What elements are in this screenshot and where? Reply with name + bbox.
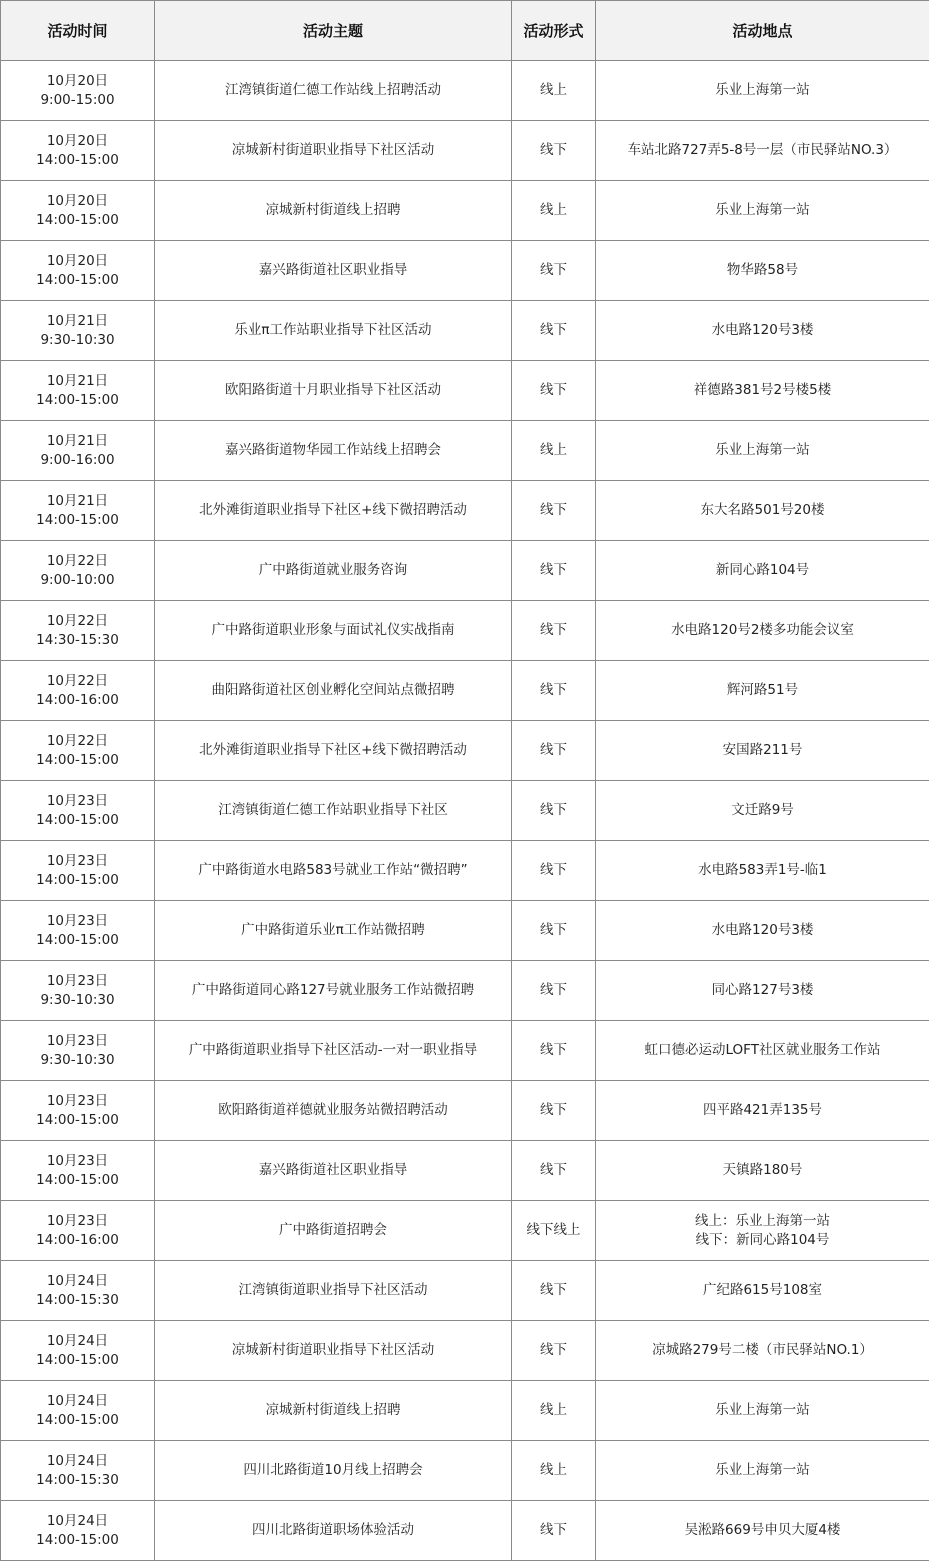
table-row — [1, 661, 929, 721]
cell-form: 线下 — [512, 1081, 596, 1141]
table-row — [1, 1501, 929, 1561]
place-line: 乐业上海第一站 — [715, 442, 810, 458]
time-range-text: 14:00-15:00 — [36, 871, 119, 888]
time-range-text: 14:00-15:00 — [36, 931, 119, 948]
cell-topic: 江湾镇街道仁德工作站线上招聘活动 — [155, 61, 512, 121]
table-row — [1, 1081, 929, 1141]
cell-time — [1, 121, 155, 181]
cell-time — [1, 361, 155, 421]
cell-form: 线下 — [512, 541, 596, 601]
cell-topic: 江湾镇街道仁德工作站职业指导下社区 — [155, 781, 512, 841]
cell-topic: 四川北路街道10月线上招聘会 — [155, 1441, 512, 1501]
table-row — [1, 61, 929, 121]
cell-time — [1, 721, 155, 781]
cell-time — [1, 1021, 155, 1081]
time-range-text: 14:00-15:00 — [36, 1351, 119, 1368]
table-row — [1, 961, 929, 1021]
cell-place — [596, 1261, 929, 1321]
place-line: 同心路127号3楼 — [711, 982, 814, 998]
cell-form: 线下 — [512, 481, 596, 541]
cell-form: 线上 — [512, 1441, 596, 1501]
place-line: 乐业上海第一站 — [715, 1402, 810, 1418]
cell-form: 线下 — [512, 1141, 596, 1201]
time-range-text: 14:00-15:00 — [36, 1171, 119, 1188]
table-row — [1, 361, 929, 421]
header-place: 活动地点 — [596, 1, 929, 61]
cell-time — [1, 1201, 155, 1261]
cell-topic: 凉城新村街道职业指导下社区活动 — [155, 121, 512, 181]
cell-time — [1, 1381, 155, 1441]
table-row — [1, 901, 929, 961]
cell-place — [596, 541, 929, 601]
cell-form: 线下 — [512, 781, 596, 841]
table-row — [1, 1021, 929, 1081]
time-range-text: 9:00-16:00 — [40, 451, 115, 468]
cell-topic: 嘉兴路街道社区职业指导 — [155, 241, 512, 301]
place-line: 水电路120号3楼 — [711, 922, 814, 938]
cell-place — [596, 901, 929, 961]
cell-place — [596, 841, 929, 901]
time-range-text: 14:00-15:00 — [36, 151, 119, 168]
cell-time — [1, 301, 155, 361]
cell-form: 线下线上 — [512, 1201, 596, 1261]
date-text: 10月21日 — [46, 372, 109, 389]
place-line: 乐业上海第一站 — [715, 1462, 810, 1478]
table-row — [1, 781, 929, 841]
time-range-text: 14:00-15:30 — [36, 1471, 119, 1488]
place-line: 东大名路501号20楼 — [700, 502, 825, 518]
table-row — [1, 1381, 929, 1441]
cell-time — [1, 841, 155, 901]
table-row — [1, 1441, 929, 1501]
date-text: 10月20日 — [46, 132, 109, 149]
cell-form: 线下 — [512, 661, 596, 721]
cell-form: 线下 — [512, 901, 596, 961]
place-line: 虹口德必运动LOFT社区就业服务工作站 — [644, 1042, 881, 1058]
cell-form: 线下 — [512, 841, 596, 901]
place-line: 天镇路180号 — [722, 1162, 803, 1178]
cell-time — [1, 1321, 155, 1381]
table-row — [1, 181, 929, 241]
cell-place — [596, 301, 929, 361]
time-range-text: 14:00-16:00 — [36, 691, 119, 708]
table-row — [1, 421, 929, 481]
table-row — [1, 1201, 929, 1261]
table-row — [1, 601, 929, 661]
cell-form: 线下 — [512, 601, 596, 661]
cell-topic: 曲阳路街道社区创业孵化空间站点微招聘 — [155, 661, 512, 721]
place-line: 水电路583弄1号-临1 — [698, 862, 827, 878]
cell-place — [596, 721, 929, 781]
time-range-text: 14:00-16:00 — [36, 1231, 119, 1248]
cell-topic: 凉城新村街道线上招聘 — [155, 181, 512, 241]
table-row — [1, 1141, 929, 1201]
place-line: 物华路58号 — [726, 262, 799, 278]
cell-time — [1, 1441, 155, 1501]
table-row — [1, 1261, 929, 1321]
date-text: 10月22日 — [46, 552, 109, 569]
date-text: 10月20日 — [46, 252, 109, 269]
table-row — [1, 481, 929, 541]
place-line: 凉城路279号二楼（市民驿站NO.1） — [652, 1342, 873, 1358]
time-range-text: 14:00-15:00 — [36, 811, 119, 828]
cell-time — [1, 181, 155, 241]
cell-place — [596, 1381, 929, 1441]
cell-time — [1, 481, 155, 541]
table-row — [1, 1321, 929, 1381]
cell-topic: 广中路街道水电路583号就业工作站“微招聘” — [155, 841, 512, 901]
place-line: 吴淞路669号申贝大厦4楼 — [684, 1522, 841, 1538]
cell-form: 线下 — [512, 1021, 596, 1081]
header-topic: 活动主题 — [155, 1, 512, 61]
cell-time — [1, 421, 155, 481]
place-line: 文迁路9号 — [731, 802, 794, 818]
place-line: 车站北路727弄5-8号一层（市民驿站NO.3） — [627, 142, 898, 158]
cell-form: 线下 — [512, 1501, 596, 1561]
cell-place — [596, 1441, 929, 1501]
table-row — [1, 301, 929, 361]
cell-form: 线下 — [512, 961, 596, 1021]
cell-time — [1, 901, 155, 961]
time-range-text: 14:00-15:00 — [36, 271, 119, 288]
cell-form: 线上 — [512, 61, 596, 121]
cell-form: 线下 — [512, 241, 596, 301]
cell-form: 线下 — [512, 301, 596, 361]
cell-topic: 广中路街道职业形象与面试礼仪实战指南 — [155, 601, 512, 661]
cell-time — [1, 541, 155, 601]
header-form: 活动形式 — [512, 1, 596, 61]
table-body — [1, 61, 929, 1561]
time-range-text: 14:30-15:30 — [36, 631, 119, 648]
cell-place — [596, 121, 929, 181]
cell-topic: 凉城新村街道职业指导下社区活动 — [155, 1321, 512, 1381]
cell-topic: 凉城新村街道线上招聘 — [155, 1381, 512, 1441]
cell-form: 线上 — [512, 421, 596, 481]
date-text: 10月22日 — [46, 672, 109, 689]
cell-time — [1, 781, 155, 841]
cell-topic: 广中路街道就业服务咨询 — [155, 541, 512, 601]
table-row — [1, 841, 929, 901]
place-line: 水电路120号2楼多功能会议室 — [671, 622, 854, 638]
cell-topic: 广中路街道乐业π工作站微招聘 — [155, 901, 512, 961]
cell-place — [596, 1081, 929, 1141]
cell-place — [596, 241, 929, 301]
time-range-text: 9:00-10:00 — [40, 571, 115, 588]
cell-place — [596, 781, 929, 841]
cell-form: 线上 — [512, 181, 596, 241]
cell-form: 线下 — [512, 1321, 596, 1381]
cell-time — [1, 1141, 155, 1201]
table-row — [1, 721, 929, 781]
cell-place — [596, 361, 929, 421]
time-range-text: 9:30-10:30 — [40, 991, 115, 1008]
cell-place — [596, 1141, 929, 1201]
date-text: 10月23日 — [46, 852, 109, 869]
place-line: 广纪路615号108室 — [702, 1282, 823, 1298]
place-line: 线上：乐业上海第一站 — [695, 1212, 830, 1229]
time-range-text: 14:00-15:00 — [36, 1111, 119, 1128]
date-text: 10月23日 — [46, 972, 109, 989]
cell-place — [596, 481, 929, 541]
cell-form: 线下 — [512, 721, 596, 781]
cell-form: 线上 — [512, 1381, 596, 1441]
cell-time — [1, 1261, 155, 1321]
date-text: 10月21日 — [46, 492, 109, 509]
cell-topic: 广中路街道招聘会 — [155, 1201, 512, 1261]
cell-place — [596, 61, 929, 121]
cell-topic: 广中路街道同心路127号就业服务工作站微招聘 — [155, 961, 512, 1021]
time-range-text: 14:00-15:00 — [36, 1531, 119, 1548]
date-text: 10月23日 — [46, 1212, 109, 1229]
cell-topic: 欧阳路街道祥德就业服务站微招聘活动 — [155, 1081, 512, 1141]
cell-time — [1, 241, 155, 301]
date-text: 10月23日 — [46, 1092, 109, 1109]
table-header-row — [1, 1, 929, 61]
time-range-text: 14:00-15:00 — [36, 211, 119, 228]
date-text: 10月22日 — [46, 612, 109, 629]
time-range-text: 9:30-10:30 — [40, 331, 115, 348]
cell-place — [596, 1021, 929, 1081]
cell-place — [596, 601, 929, 661]
cell-place — [596, 661, 929, 721]
cell-place — [596, 181, 929, 241]
date-text: 10月23日 — [46, 1152, 109, 1169]
place-line: 水电路120号3楼 — [711, 322, 814, 338]
cell-place — [596, 1201, 929, 1261]
time-range-text: 14:00-15:00 — [36, 1411, 119, 1428]
place-line: 线下：新同心路104号 — [695, 1231, 830, 1248]
time-range-text: 14:00-15:00 — [36, 751, 119, 768]
cell-topic: 广中路街道职业指导下社区活动-一对一职业指导 — [155, 1021, 512, 1081]
cell-form: 线下 — [512, 1261, 596, 1321]
date-text: 10月24日 — [46, 1332, 109, 1349]
time-range-text: 9:00-15:00 — [40, 91, 115, 108]
date-text: 10月23日 — [46, 792, 109, 809]
date-text: 10月21日 — [46, 432, 109, 449]
header-time: 活动时间 — [1, 1, 155, 61]
date-text: 10月24日 — [46, 1512, 109, 1529]
date-text: 10月24日 — [46, 1272, 109, 1289]
cell-time — [1, 661, 155, 721]
place-line: 乐业上海第一站 — [715, 202, 810, 218]
time-range-text: 14:00-15:00 — [36, 511, 119, 528]
place-line: 乐业上海第一站 — [715, 82, 810, 98]
place-line: 安国路211号 — [722, 742, 803, 758]
date-text: 10月21日 — [46, 312, 109, 329]
date-text: 10月20日 — [46, 72, 109, 89]
place-line: 祥德路381号2号楼5楼 — [693, 382, 832, 398]
table-row — [1, 541, 929, 601]
date-text: 10月23日 — [46, 912, 109, 929]
cell-topic: 嘉兴路街道物华园工作站线上招聘会 — [155, 421, 512, 481]
place-line: 四平路421弄135号 — [702, 1102, 823, 1118]
cell-time — [1, 1501, 155, 1561]
cell-time — [1, 961, 155, 1021]
cell-place — [596, 1321, 929, 1381]
cell-place — [596, 961, 929, 1021]
cell-topic: 北外滩街道职业指导下社区+线下微招聘活动 — [155, 481, 512, 541]
place-line: 辉河路51号 — [726, 682, 799, 698]
cell-form: 线下 — [512, 121, 596, 181]
cell-place — [596, 1501, 929, 1561]
time-range-text: 9:30-10:30 — [40, 1051, 115, 1068]
cell-topic: 江湾镇街道职业指导下社区活动 — [155, 1261, 512, 1321]
cell-time — [1, 601, 155, 661]
cell-time — [1, 1081, 155, 1141]
cell-topic: 嘉兴路街道社区职业指导 — [155, 1141, 512, 1201]
cell-time — [1, 61, 155, 121]
cell-topic: 欧阳路街道十月职业指导下社区活动 — [155, 361, 512, 421]
time-range-text: 14:00-15:30 — [36, 1291, 119, 1308]
place-line: 新同心路104号 — [715, 562, 810, 578]
table-row — [1, 241, 929, 301]
table-row — [1, 121, 929, 181]
date-text: 10月24日 — [46, 1452, 109, 1469]
cell-topic: 乐业π工作站职业指导下社区活动 — [155, 301, 512, 361]
cell-topic: 北外滩街道职业指导下社区+线下微招聘活动 — [155, 721, 512, 781]
time-range-text: 14:00-15:00 — [36, 391, 119, 408]
date-text: 10月20日 — [46, 192, 109, 209]
date-text: 10月24日 — [46, 1392, 109, 1409]
date-text: 10月23日 — [46, 1032, 109, 1049]
date-text: 10月22日 — [46, 732, 109, 749]
cell-place — [596, 421, 929, 481]
cell-form: 线下 — [512, 361, 596, 421]
cell-topic: 四川北路街道职场体验活动 — [155, 1501, 512, 1561]
